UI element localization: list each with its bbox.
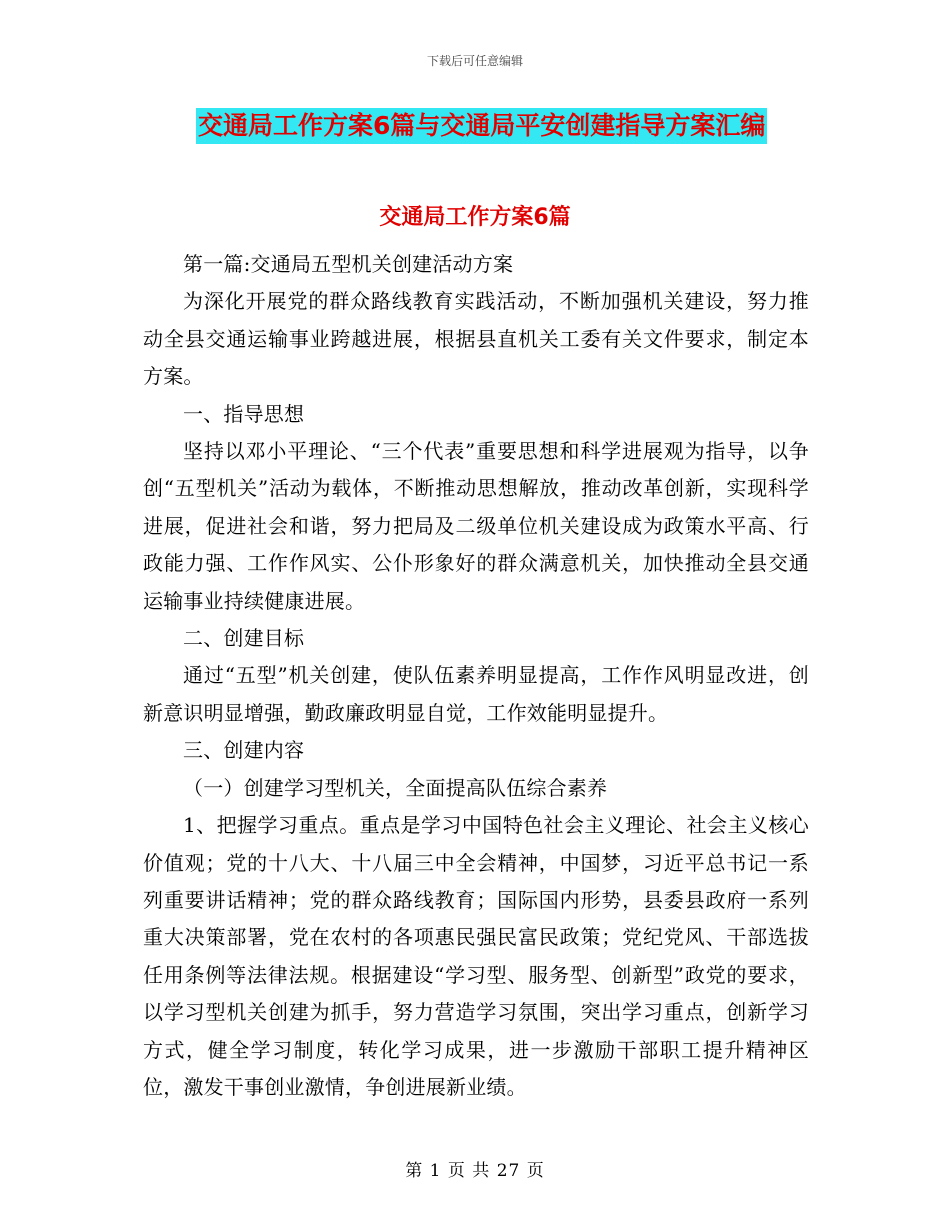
section-heading-first-article: 第一篇:交通局五型机关创建活动方案: [183, 252, 514, 276]
section-heading-guiding-ideology: 一、指导思想: [183, 401, 305, 426]
section-heading-goals: 二、创建目标: [183, 626, 305, 651]
subsection-heading-learning: （一）创建学习型机关，全面提高队伍综合素养: [183, 775, 608, 800]
intro-paragraph: 为深化开展党的群众路线教育实践活动，不断加强机关建设，努力推动全县交通运输事业跨越进展，根据县直机关工委有关文件要求，制定本方案。: [143, 289, 809, 389]
document-title: 交通局工作方案6篇与交通局平安创建指导方案汇编: [196, 108, 767, 144]
learning-focus-paragraph: 1、把握学习重点。重点是学习中国特色社会主义理论、社会主义核心价值观；党的十八大、十八届三中全会精神，中国梦，习近平总书记一系列重要讲话精神；党的群众路线教育；国际国内形势，县委县政府一系列重大决策部署，党在农村的各项惠民强民富民政策；党纪党风、干部选拔任用条例等法律法规。根据建设“学习型、服务型、创新型”政党的要求，以学习型机关创建为抓手，努力营造学习氛围，突出学习重点，创新学习方式，健全学习制度，转化学习成果，进一步激励干部职工提升精神区位，激发干事创业激情，争创进展新业绩。: [143, 813, 809, 1099]
section-heading-content: 三、创建内容: [183, 738, 305, 763]
goals-paragraph: 通过“五型”机关创建，使队伍素养明显提高，工作作风明显改进，创新意识明显增强，勤政廉政明显自觉，工作效能明显提升。: [143, 663, 809, 725]
document-body: [143, 246, 809, 1106]
guiding-ideology-paragraph: 坚持以邓小平理论、“三个代表”重要思想和科学进展观为指导，以争创“五型机关”活动为载体，不断推动思想解放，推动改革创新，实现科学进展，促进社会和谐，努力把局及二级单位机关建设成为政策水平高、行政能力强、工作作风实、公仆形象好的群众满意机关，加快推动全县交通运输事业持续健康进展。: [143, 439, 809, 613]
page-header-note: 下载后可任意编辑: [426, 54, 523, 68]
document-subtitle: 交通局工作方案6篇: [379, 205, 571, 230]
page-number-footer: 第 1 页 共 27 页: [405, 1161, 545, 1181]
